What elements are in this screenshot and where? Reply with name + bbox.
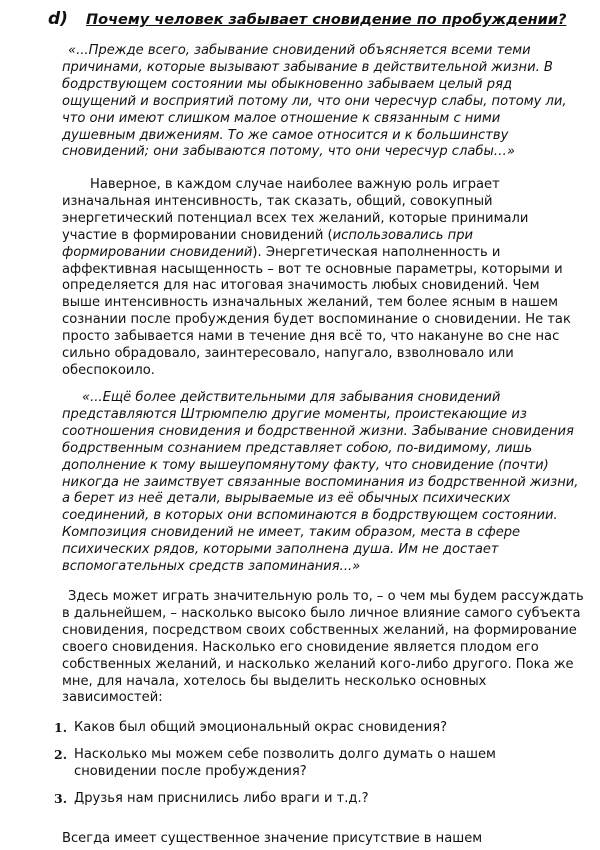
quote-2-text: «...Ещё более действительными для забывания сновидений представляются Штрюмпелю другие моменты, проистекающие из соотношения сновидения и бодрственной жизни. Забывание сновидения бодрственным сознанием представляет собою, по-видимому, лишь дополнение к тому вышеупомянутому факту, что сновидение (почти) никогда не заимствует связанные воспоминания из бодрственной жизни, а берет из неё детали, вырываемые из её обычных психических соединений, в которых они вспоминаются в бодрствующем состоянии. Композиция сновидений не имеет, таким образом, места в сфере психических рядов, которыми заполнена душа. Им не достает вспомогательных средств запоминания...» (62, 390, 579, 575)
list-item-text: Друзья нам приснились либо враги и т.д.? (74, 790, 369, 806)
section-title: Почему человек забывает сновидение по пробуждении? (86, 12, 567, 28)
list-item-number: 3. (54, 790, 68, 806)
trailing-paragraph (62, 831, 577, 848)
paragraph-1-italic: использовались при формировании сновидений (62, 227, 474, 260)
paragraph-1 (62, 177, 577, 380)
paragraph-2 (62, 589, 587, 707)
paragraph-1-part-1: Наверное, в каждом случае наиболее важную роль играет изначальная интенсивность, так сказать, общий, совокупный энергетический потенциал всех тех желаний, которые принимали участие в формировании сновидений ( (62, 177, 529, 243)
section-heading (48, 9, 588, 29)
list-item (54, 720, 574, 737)
questions-list (54, 720, 574, 818)
quote-1-text: «...Прежде всего, забывание сновидений объясняется всеми теми причинами, которые вызывают забывание в действительной жизни. В бодрствующем состоянии мы обыкновенно забываем целый ряд ощущений и восприятий потому ли, что они чересчур слабы, потому ли, что они имеют слишком малое отношение к связанным с ними душевным движениям. То же самое относится и к большинству сновидений; они забываются потому, что они чересчур слабы…» (62, 43, 567, 160)
trailing-text: Всегда имеет существенное значение присутствие в нашем (62, 831, 483, 847)
quote-block-2 (62, 390, 587, 576)
list-item (54, 791, 574, 808)
list-item-number: 2. (54, 746, 68, 762)
quote-block-1 (62, 43, 572, 161)
list-item-text: Каков был общий эмоциональный окрас сновидения? (74, 720, 448, 735)
list-item (54, 747, 574, 781)
paragraph-2-text: Здесь может играть значительную роль то, – о чем мы будем рассуждать в дальнейшем, – насколько высоко было личное влияние самого субъекта сновидения, посредством своих собственных желаний, на формирование своего сновидения. Насколько его сновидение является плодом его собственных желаний, и насколько желаний кого-либо другого. Пока же мне, для начала, хотелось бы выделить несколько основных зависимостей: (62, 589, 584, 706)
section-letter: d) (48, 9, 68, 29)
list-item-number: 1. (54, 720, 68, 735)
list-item-text: Насколько мы можем себе позволить долго думать о нашем сновидении после пробуждения? (74, 746, 496, 779)
paragraph-1-part-2: ). Энергетическая наполненность и аффективная насыщенность – вот те основные параметры, которыми и определяется для нас итоговая значимость любых сновидений. Чем выше интенсивность изначальных желаний, тем более ясным в нашем сознании после пробуждения будет воспоминание о сновидении. Не так просто забывается нами в течение дня всё то, что накануне во сне нас сильно обрадовало, заинтересовало, напугало, взволновало или обеспокоило. (62, 244, 571, 378)
